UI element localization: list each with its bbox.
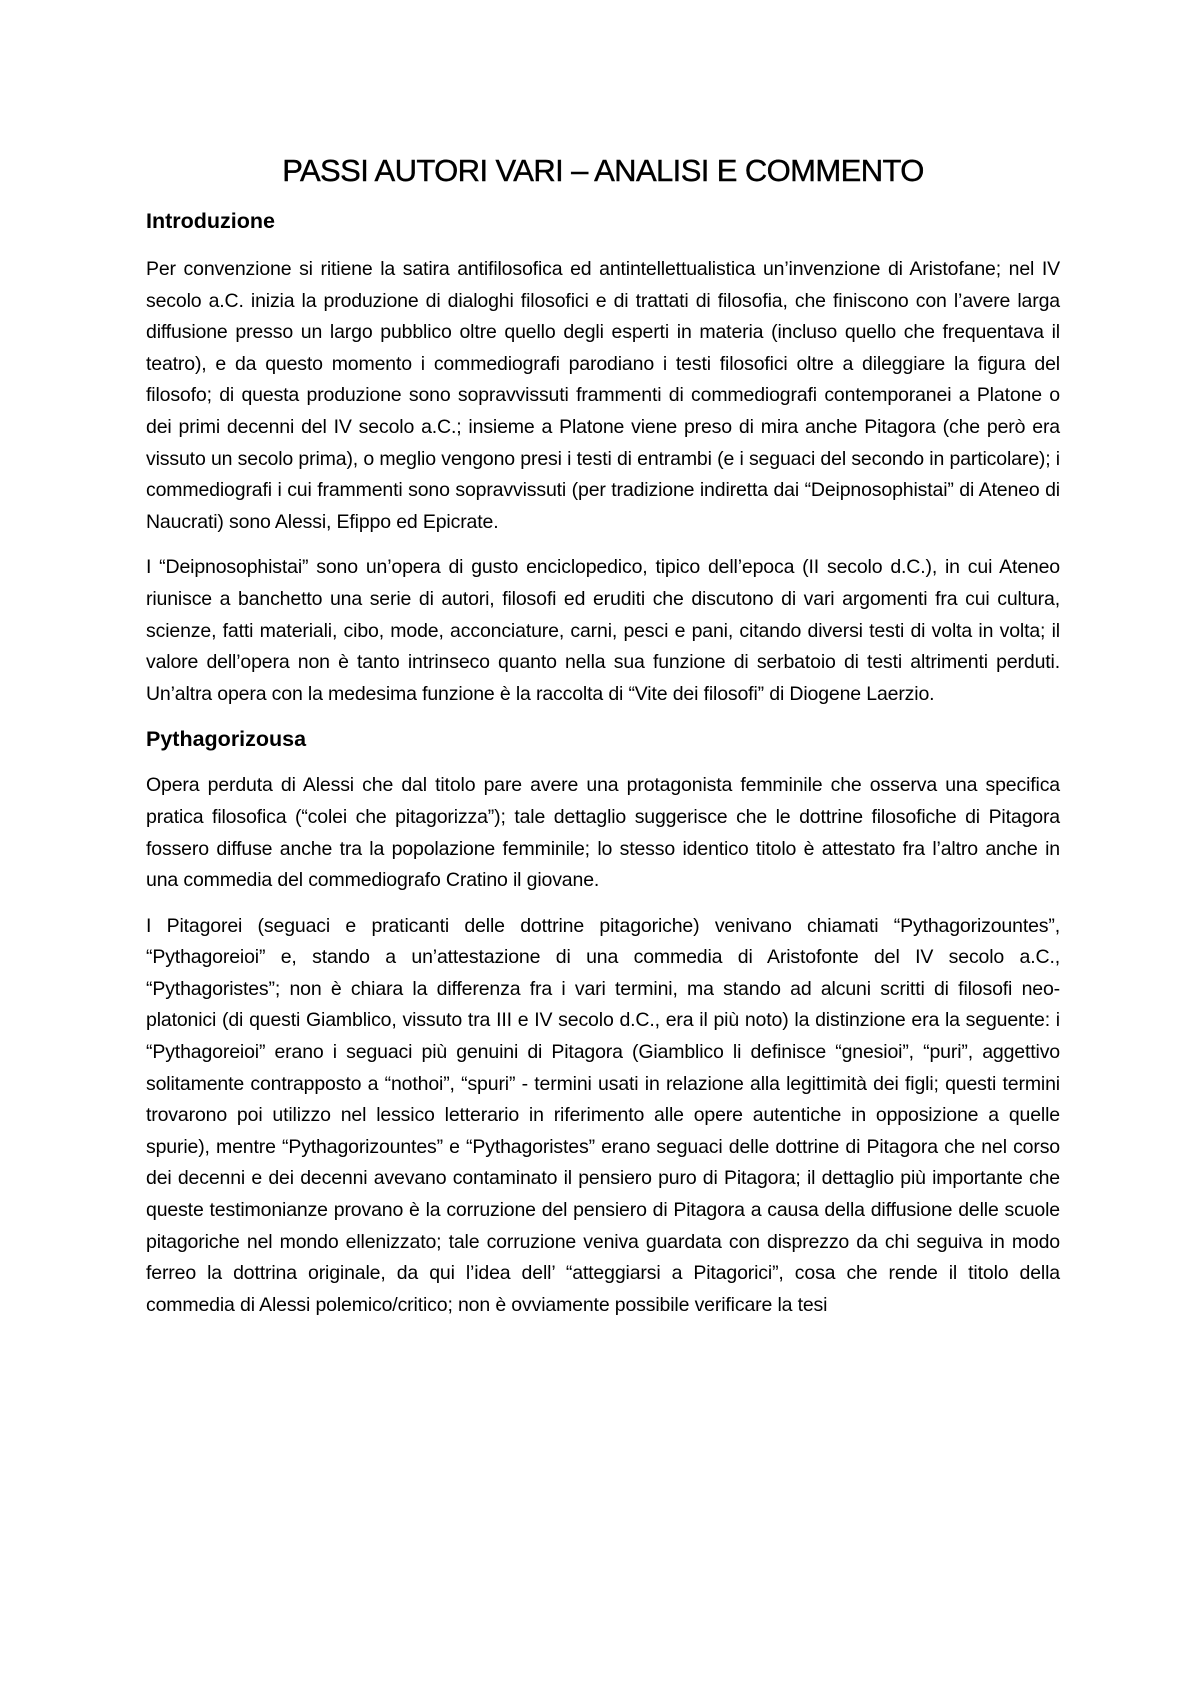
section-heading-pythagorizousa: Pythagorizousa: [146, 727, 307, 752]
paragraph: Per convenzione si ritiene la satira antifilosofica ed antintellettualistica un’invenzione di Aristofane; nel IV secolo a.C. inizia la produzione di dialoghi filosofici e di trattati di filosofia, che finiscono con l’avere larga diffusione presso un largo pubblico oltre quello degli esperti in materia (incluso quello che frequentava il teatro), e da questo momento i commediografi parodiano i testi filosofici oltre a dileggiare la figura del filosofo; di questa produzione sono sopravvissuti frammenti di commediografi contemporanei a Platone o dei primi decenni del IV secolo a.C.; insieme a Platone viene preso di mira anche Pitagora (che però era vissuto un secolo prima), o meglio vengono presi i testi di entrambi (e i seguaci del secondo in particolare); i commediografi i cui frammenti sono sopravvissuti (per tradizione indiretta dai “Deipnosophistai” di Ateneo di Naucrati) sono Alessi, Efippo ed Epicrate.: [146, 258, 1060, 533]
paragraph: I Pitagorei (seguaci e praticanti delle dottrine pitagoriche) venivano chiamati “Pythagorizountes”, “Pythagoreioi” e, stando a un’attestazione di una commedia di Aristofonte del IV secolo a.C., “Pythagoristes”; non è chiara la differenza fra i vari termini, ma stando ad alcuni scritti di filosofi neo-platonici (di questi Giamblico, vissuto tra III e IV secolo d.C., era il più noto) la distinzione era la seguente: i “Pythagoreioi” erano i seguaci più genuini di Pitagora (Giamblico li definisce “gnesioi”, “puri”, aggettivo solitamente contrapposto a “nothoi”, “spuri” - termini usati in relazione alla legittimità dei figli; questi termini trovarono poi utilizzo nel lessico letterario in riferimento alle opere autentiche in opposizione a quelle spurie), mentre “Pythagorizountes” e “Pythagoristes” erano seguaci delle dottrine di Pitagora che nel corso dei decenni e dei decenni avevano contaminato il pensiero puro di Pitagora; il dettaglio più importante che queste testimonianze provano è la corruzione del pensiero di Pitagora a causa della diffusione delle scuole pitagoriche nel mondo ellenizzato; tale corruzione veniva guardata con disprezzo da chi seguiva in modo ferreo la dottrina originale, da qui l’idea dell’ “atteggiarsi a Pitagorici”, cosa che rende il titolo della commedia di Alessi polemico/critico; non è ovviamente possibile verificare la tesi: [146, 914, 1060, 1316]
paragraph: I “Deipnosophistai” sono un’opera di gusto enciclopedico, tipico dell’epoca (II secolo d.C.), in cui Ateneo riunisce a banchetto una serie di autori, filosofi ed eruditi che discutono di vari argomenti fra cui cultura, scienze, fatti materiali, cibo, mode, acconciature, carni, pesci e pani, citando diversi testi di volta in volta; il valore dell’opera non è tanto intrinseco quanto nella sua funzione di serbatoio di testi altrimenti perduti. Un’altra opera con la medesima funzione è la raccolta di “Vite dei filosofi” di Diogene Laerzio.: [146, 556, 1060, 705]
paragraph: Opera perduta di Alessi che dal titolo pare avere una protagonista femminile che osserva una specifica pratica filosofica (“colei che pitagorizza”); tale dettaglio suggerisce che le dottrine filosofiche di Pitagora fossero diffuse anche tra la popolazione femminile; lo stesso identico titolo è attestato fra l’altro anche in una commedia del commediografo Cratino il giovane.: [146, 774, 1060, 892]
section-heading-introduzione: Introduzione: [146, 209, 275, 233]
document-title: PASSI AUTORI VARI – ANALISI E COMMENTO: [282, 153, 924, 188]
document-page: [146, 150, 1060, 1335]
